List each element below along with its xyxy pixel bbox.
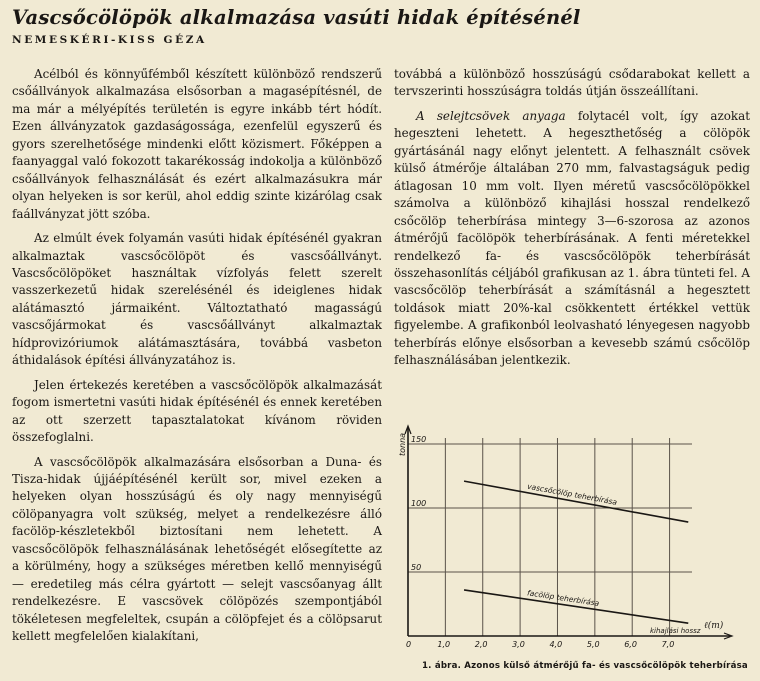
x-tick-label: 0 (406, 640, 412, 649)
paragraph-body: hegeszteni lehetett. A hegeszthetőség a cölöpök gyártásánál nagy előnyt jelentett. A felhasznált csövek külső átmérője általában 270 mm, falvastagságuk pedig átlagosan 10 mm volt. Ilyen méretű vascsőcölöpökkel számolva a különböző kihajlási hosszal rendelkező csőcölöp teherbírása mintegy 3—6-szorosa az azonos átmérőjű facölöpök teherbírásának. A fenti méretekkel rendelkező fa- és vascsőcölöpök teherbírását összehasonlítás céljából grafikusan az 1. ábra tünteti fel. A vascsőcölöp teherbírását a számításnál a hegesztett toldások miatt 20%-kal csökkentett értékkel vettük figyelembe. A grafikonból leolvasható lényegesen nagyobb teherbírás előnye elsősorban a kevesebb számú csőcölöp felhasználásában jelentkezik. (394, 126, 750, 368)
y-tick-label: 50 (411, 563, 422, 572)
series-label-timber-pile: facölöp teherbírása (526, 588, 600, 608)
paragraph: Acélból és könnyűfémből készített különböző rendszerű csőállványok alkalmazása elsősorban a magasépítésnél, de ma már a mélyépítés területén is egyre inkább tért hódít. Ezen állványzatok gazdaságossága, ezenfelül egyszerű és gyors szerelhetősége mindenki előtt közismert. Főképpen a faanyaggal való fokozott takarékosság indokolja a különböző csőállványok felhasználását és ezért alkalmazásukra már olyan helyeken is sor kerül, ahol eddig szinte kizárólag csak faállványzat jött szóba. (12, 67, 382, 221)
paragraph-lead: A selejtcsövek anyaga (416, 108, 566, 123)
x-tick-label: 4,0 (549, 640, 563, 649)
article-title: Vascsőcölöpök alkalmazása vasúti hidak építésénél (12, 6, 581, 29)
load-capacity-chart (396, 422, 758, 658)
paragraph (394, 108, 750, 370)
paragraph: továbbá a különböző hosszúságú csődarabokat kellett a tervszerinti hosszúságra toldás útján összeállítani. (394, 67, 750, 99)
paragraph: A vascsőcölöpök alkalmazására elsősorban a Duna- és Tisza-hidak újjáépítésénél került sor, mivel ezeken a helyeken olyan hosszúságú és oly nagy mennyiségű cölöpanyagra volt szükség, melyet a rendelkezésre álló facölöp-készletekből biztosítani nem lehetett. A vascsőcölöpök felhasználásának lehetőségét elősegítette az a körülmény, hogy a szükséges méretben kellő mennyiségű — eredetileg más célra gyártott — selejt vascsőanyag állt rendelkezésre. E vascsövek cölöpözés szempontjából tökéletesen megfeleltek, csupán a cölöpfejet és a cölöpsarut kellett megfelelően kialakítani, (12, 454, 382, 644)
right-column (394, 66, 750, 370)
y-tick-label: 100 (411, 499, 427, 508)
y-axis-label: tonna (398, 432, 407, 456)
x-axis-sublabel: kihajlási hossz (650, 627, 701, 635)
x-axis-label: ℓ(m) (704, 621, 724, 631)
y-tick-label: 150 (411, 435, 427, 444)
paragraph: Az elmúlt évek folyamán vasúti hidak építésénél gyakran alkalmaztak vascsőcölöpöt és vascsőállványt. Vascsőcölöpöket használtak vízfolyás felett szerelt vasszerkezetű hidak szerelésénél és ideiglenes hidak alátámasztó jármaiként. Változtatható magasságú vascsőjármokat és vascsőállványt alkalmaztak hídprovizóriumok alátámasztására, továbbá vasbeton áthidalások építési állványzatához is. (12, 231, 382, 368)
x-tick-label: 3,0 (512, 640, 525, 649)
x-tick-label: 1,0 (437, 640, 451, 649)
left-column (12, 66, 382, 646)
paragraph-lead-rest: folytacél volt, így azokat (565, 108, 750, 123)
paragraph: Jelen értekezés keretében a vascsőcölöpök alkalmazását fogom ismertetni vasúti hidak építésénél és ennek keretében az ott szerzett tapasztalatokat kívánom röviden összefoglalni. (12, 377, 382, 445)
series-label-steel-pile: vascsőcölöp teherbírása (526, 481, 618, 507)
x-tick-label: 6,0 (624, 640, 637, 649)
article-author: NEMESKÉRI-KISS GÉZA (12, 34, 207, 46)
x-tick-label: 2,0 (474, 640, 488, 649)
series-line-steel-pile (464, 481, 688, 522)
x-tick-label: 5,0 (586, 640, 600, 649)
figure-caption: 1. ábra. Azonos külső átmérőjű fa- és vascsőcölöpök teherbírása (422, 661, 748, 671)
figure-1 (396, 422, 758, 680)
x-tick-label: 7,0 (661, 640, 675, 649)
